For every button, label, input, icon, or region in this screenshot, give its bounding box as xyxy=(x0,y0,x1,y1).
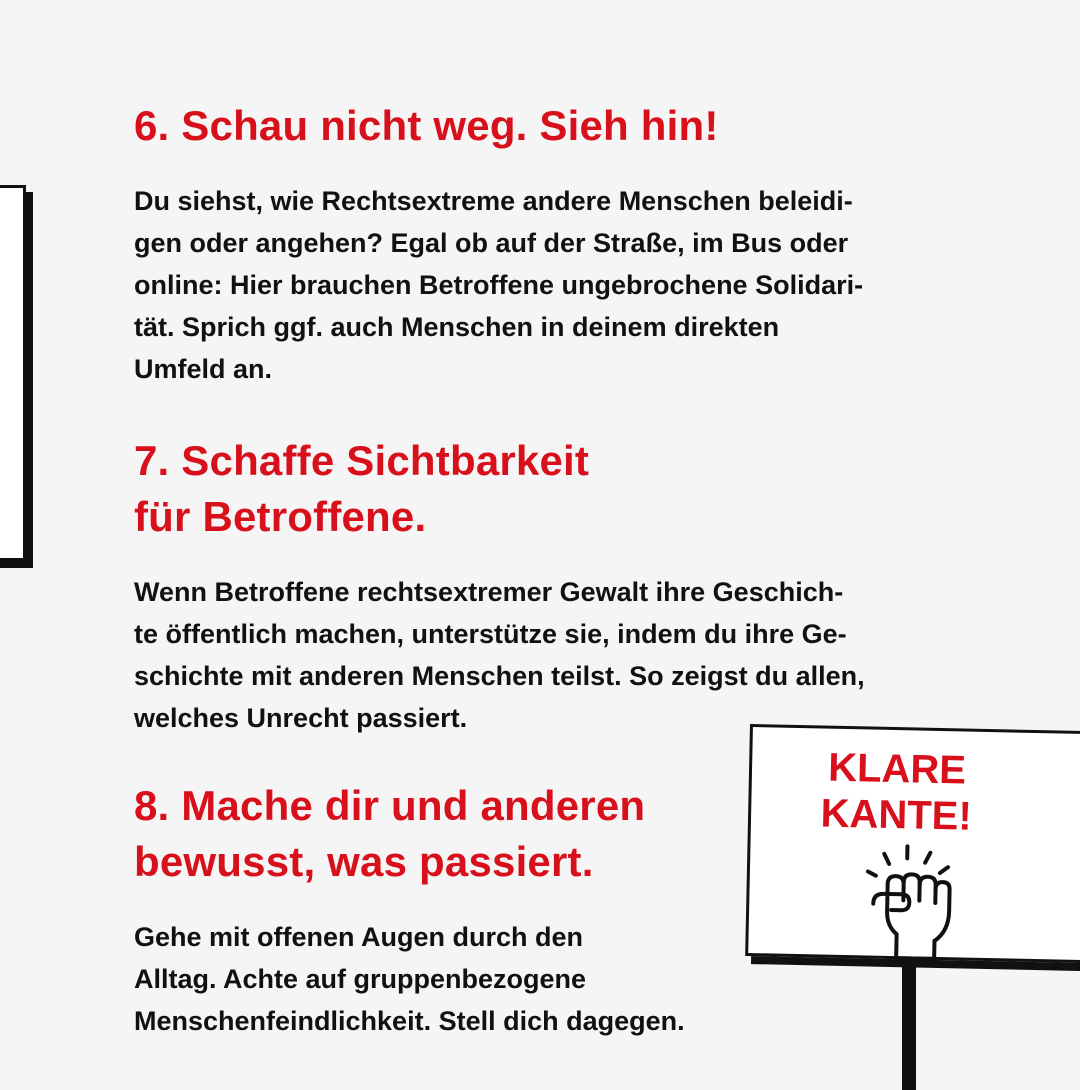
body-line: Umfeld an. xyxy=(134,348,863,390)
protest-sign xyxy=(745,724,1080,963)
body-line: gen oder angehen? Egal ob auf der Straße, im Bus oder xyxy=(134,222,863,264)
sign-line: KLARE xyxy=(752,743,1043,795)
body-line: Gehe mit offenen Augen durch den xyxy=(134,916,685,958)
section-6-body xyxy=(134,180,863,390)
section-7 xyxy=(134,433,865,739)
body-line: welches Unrecht passiert. xyxy=(134,697,865,739)
body-line: Menschenfeindlichkeit. Stell dich dagegen. xyxy=(134,1000,685,1042)
section-7-body xyxy=(134,571,865,739)
body-line: Wenn Betroffene rechtsextremer Gewalt ihre Geschich- xyxy=(134,571,865,613)
heading-line: 6. Schau nicht weg. Sieh hin! xyxy=(134,98,863,154)
section-8-body xyxy=(134,916,685,1042)
section-8 xyxy=(134,778,685,1042)
heading-line: bewusst, was passiert. xyxy=(134,834,685,890)
heading-line: für Betroffene. xyxy=(134,489,865,545)
left-protest-sign xyxy=(0,185,26,561)
section-6 xyxy=(134,98,863,390)
body-line: Alltag. Achte auf gruppenbezogene xyxy=(134,958,685,1000)
sign-post xyxy=(902,950,916,1090)
section-7-heading xyxy=(134,433,865,545)
body-line: online: Hier brauchen Betroffene ungebrochene Solidari- xyxy=(134,264,863,306)
body-line: tät. Sprich ggf. auch Menschen in deinem direkten xyxy=(134,306,863,348)
raised-fist-icon xyxy=(860,843,972,965)
sign-slogan xyxy=(751,743,1043,841)
sign-line: KANTE! xyxy=(751,789,1042,841)
section-8-heading xyxy=(134,778,685,890)
body-line: te öffentlich machen, unterstütze sie, indem du ihre Ge- xyxy=(134,613,865,655)
body-line: schichte mit anderen Menschen teilst. So zeigst du allen, xyxy=(134,655,865,697)
heading-line: 7. Schaffe Sichtbarkeit xyxy=(134,433,865,489)
section-6-heading xyxy=(134,98,863,154)
heading-line: 8. Mache dir und anderen xyxy=(134,778,685,834)
body-line: Du siehst, wie Rechtsextreme andere Menschen beleidi- xyxy=(134,180,863,222)
